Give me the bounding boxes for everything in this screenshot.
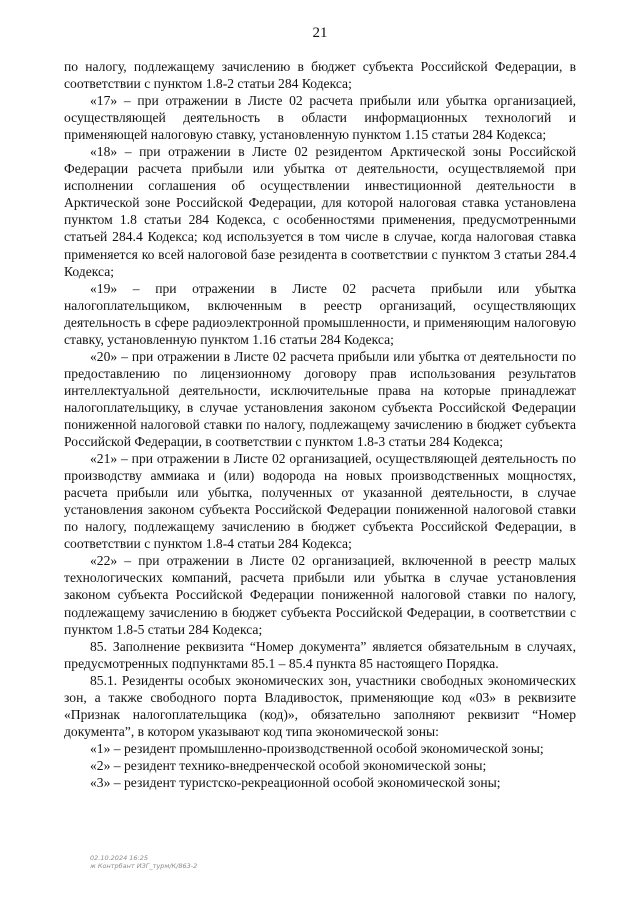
document-body <box>64 58 576 791</box>
paragraph-code-21: «21» – при отражении в Листе 02 организацией, осуществляющей деятельность по производству аммиака и (или) водорода на новых производственных мощностях, расчета прибыли или убытка, полученных от указанной деятельности, в случае установления законом субъекта Российской Федерации пониженной налоговой ставки по налогу, подлежащему зачислению в бюджет субъекта Российской Федерации, в соответствии с пунктом 1.8-4 статьи 284 Кодекса; <box>64 451 576 552</box>
footer-timestamp: 02.10.2024 16:25 <box>90 854 149 862</box>
paragraph-code-19: «19» – при отражении в Листе 02 расчета прибыли или убытка налогоплательщиком, включенным в реестр организаций, осуществляющих деятельность в сфере радиоэлектронной промышленности, и применяющим налоговую ставку, установленную пунктом 1.16 статьи 284 Кодекса; <box>64 280 576 347</box>
paragraph-code-17: «17» – при отражении в Листе 02 расчета прибыли или убытка организацией, осуществляющей деятельность в области информационных технологий и применяющей налоговую ставку, установленную пунктом 1.15 статьи 284 Кодекса; <box>64 93 576 143</box>
footer-document-ref: ж Контрбант ИЗГ_турм/К/863-2 <box>90 862 198 870</box>
paragraph-85-1: 85.1. Резиденты особых экономических зон, участники свободных экономических зон, а также свободного порта Владивосток, применяющие код «03» в реквизите «Признак налогоплательщика (код)», обязательно заполняют реквизит “Номер документа”, в котором указывают код типа экономической зоны: <box>64 672 576 739</box>
paragraph-code-22: «22» – при отражении в Листе 02 организацией, включенной в реестр малых технологических компаний, расчета прибыли или убытка в случае установления законом субъекта Российской Федерации пониженной налоговой ставки по налогу, подлежащему зачислению в бюджет субъекта Российской Федерации, в соответствии с пунктом 1.8-5 статьи 284 Кодекса; <box>64 553 576 637</box>
paragraph-85: 85. Заполнение реквизита “Номер документа” является обязательным в случаях, предусмотренных подпунктами 85.1 – 85.4 пункта 85 настоящего Порядка. <box>64 638 576 671</box>
document-footer-stamp <box>90 854 197 870</box>
paragraph-code-18: «18» – при отражении в Листе 02 резидентом Арктической зоны Российской Федерации расчета прибыли или убытка от деятельности, осуществляемой при исполнении соглашения об осуществлении инвестиционной деятельности в Арктической зоне Российской Федерации, для которой налоговая ставка установлена пунктом 1.8 статьи 284 Кодекса, с особенностями применения, предусмотренными статьей 284.4 Кодекса; код используется в том числе в случае, когда налоговая ставка применяется ко всей налоговой базе резидента в соответствии с пунктом 3 статьи 284.4 Кодекса; <box>64 144 576 279</box>
zone-type-3: «3» – резидент туристско-рекреационной особой экономической зоны; <box>90 774 501 790</box>
zone-type-1: «1» – резидент промышленно-производственной особой экономической зоны; <box>90 740 544 756</box>
page-number: 21 <box>312 25 328 41</box>
zone-type-2: «2» – резидент технико-внедренческой особой экономической зоны; <box>90 757 487 773</box>
paragraph-continuation: по налогу, подлежащему зачислению в бюджет субъекта Российской Федерации, в соответствии с пунктом 1.8-2 статьи 284 Кодекса; <box>64 59 576 92</box>
paragraph-code-20: «20» – при отражении в Листе 02 расчета прибыли или убытка от деятельности по предоставлению по лицензионному договору прав использования результатов интеллектуальной деятельности, исключительные права на которые принадлежат налогоплательщику, в случае установления законом субъекта Российской Федерации пониженной налоговой ставки по налогу, подлежащему зачислению в бюджет субъекта Российской Федерации, в соответствии с пунктом 1.8-3 статьи 284 Кодекса; <box>64 348 576 450</box>
